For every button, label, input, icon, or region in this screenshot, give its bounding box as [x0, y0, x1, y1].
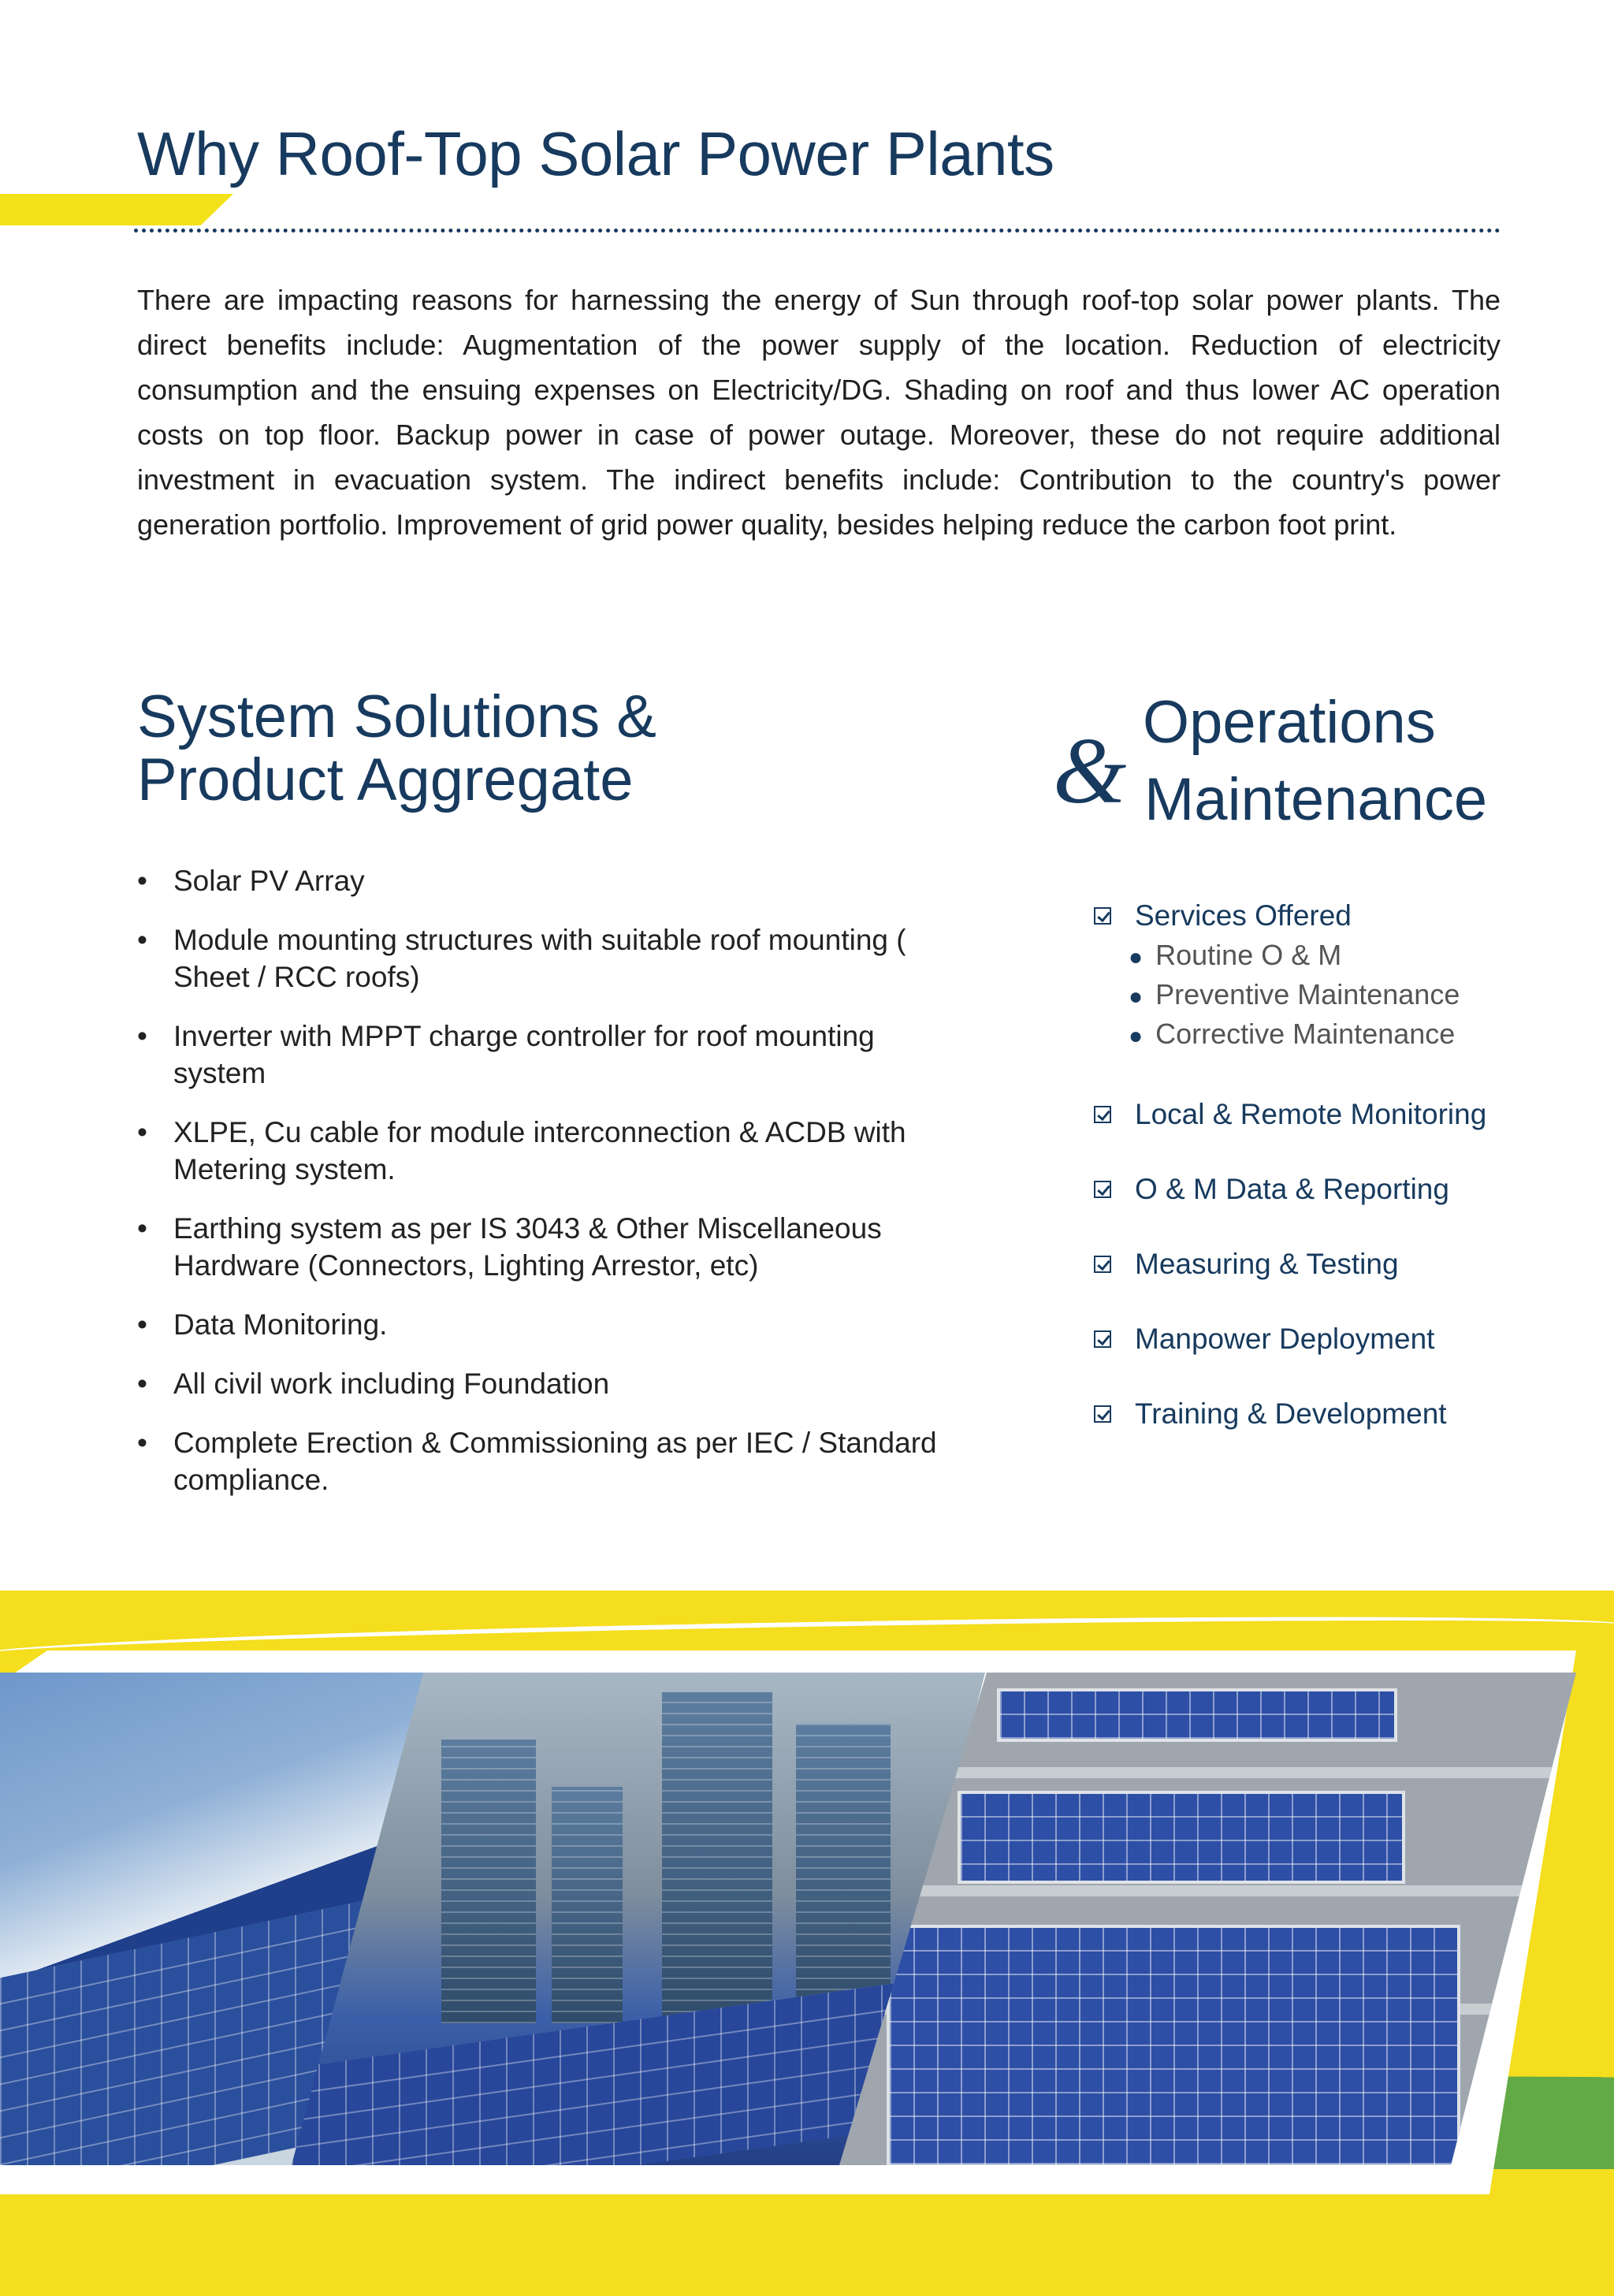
list-item	[1094, 1394, 1598, 1435]
list-item: • Solar PV Array	[137, 862, 957, 899]
operations-title-line-2: Maintenance	[1144, 766, 1488, 833]
list-item-label: Services Offered	[1135, 899, 1352, 932]
building-image	[552, 1787, 623, 2023]
system-solutions-title	[137, 683, 656, 813]
yellow-accent-tab	[0, 194, 233, 225]
list-item: • XLPE, Cu cable for module interconnection & ACDB with Metering system.	[137, 1114, 957, 1188]
list-item-label: Measuring & Testing	[1135, 1248, 1399, 1280]
solar-panel-image	[997, 1688, 1397, 1742]
services-sublist	[1129, 936, 1598, 1055]
operations-title-line-1: Operations	[1143, 689, 1436, 756]
list-item-label: O & M Data & Reporting	[1135, 1173, 1449, 1205]
sub-list-item: ● Preventive Maintenance	[1129, 978, 1460, 1010]
checkbox-checked-icon	[1094, 1106, 1111, 1123]
list-item: • Data Monitoring.	[137, 1306, 957, 1343]
solar-panel-image	[958, 1791, 1405, 1884]
checkbox-checked-icon	[1094, 1405, 1111, 1423]
bullet-icon: ●	[1129, 944, 1144, 970]
list-item: • Module mounting structures with suitable roof mounting ( Sheet / RCC roofs)	[137, 921, 957, 995]
list-item: • Earthing system as per IS 3043 & Other Miscellaneous Hardware (Connectors, Lighting Arrestor, etc)	[137, 1210, 957, 1284]
ampersand-glyph: &	[1053, 718, 1127, 823]
system-solutions-list	[137, 862, 957, 1520]
operations-list	[1094, 895, 1598, 1468]
list-item: • Complete Erection & Commissioning as per IEC / Standard compliance.	[137, 1424, 957, 1498]
sub-list-item: ● Routine O & M	[1129, 939, 1342, 971]
list-item-label: Local & Remote Monitoring	[1135, 1098, 1487, 1130]
page-title: Why Roof-Top Solar Power Plants	[137, 119, 1054, 188]
bottom-banner	[0, 1591, 1614, 2296]
bullet-icon: ●	[1129, 1023, 1144, 1049]
list-item	[1094, 895, 1598, 1055]
checkbox-checked-icon	[1094, 907, 1111, 925]
list-item	[1094, 1244, 1598, 1285]
building-image	[662, 1692, 772, 2023]
building-image	[796, 1724, 891, 2023]
checkbox-checked-icon	[1094, 1256, 1111, 1273]
checkbox-checked-icon	[1094, 1330, 1111, 1348]
building-image	[441, 1740, 536, 2023]
system-title-line-2: Product Aggregate	[137, 746, 634, 813]
bullet-icon: ●	[1129, 984, 1144, 1010]
list-item-label: Training & Development	[1135, 1397, 1447, 1430]
roof-stripe	[839, 1885, 1576, 1896]
list-item: • All civil work including Foundation	[137, 1365, 957, 1402]
checkbox-checked-icon	[1094, 1181, 1111, 1198]
dotted-divider	[134, 229, 1501, 233]
list-item	[1094, 1319, 1598, 1360]
sub-list-item: ● Corrective Maintenance	[1129, 1018, 1456, 1050]
system-title-line-1: System Solutions &	[137, 683, 656, 750]
list-item	[1094, 1169, 1598, 1210]
solar-panel-image	[887, 1925, 1460, 2165]
list-item: • Inverter with MPPT charge controller for roof mounting system	[137, 1018, 957, 1092]
intro-paragraph: There are impacting reasons for harnessing the energy of Sun through roof-top solar power plants. The direct benefits include: Augmentation of the power supply of the location. Reduction of electricity consumption and the ensuing expenses on Electricity/DG. Shading on roof and thus lower AC operation costs on top floor. Backup power in case of power outage. Moreover, these do not require additional investment in evacuation system. The indirect benefits include: Contribution to the country's power generation portfolio. Improvement of grid power quality, besides helping reduce the carbon foot print.	[137, 284, 1501, 541]
list-item-label: Manpower Deployment	[1135, 1323, 1435, 1355]
list-item	[1094, 1094, 1598, 1135]
